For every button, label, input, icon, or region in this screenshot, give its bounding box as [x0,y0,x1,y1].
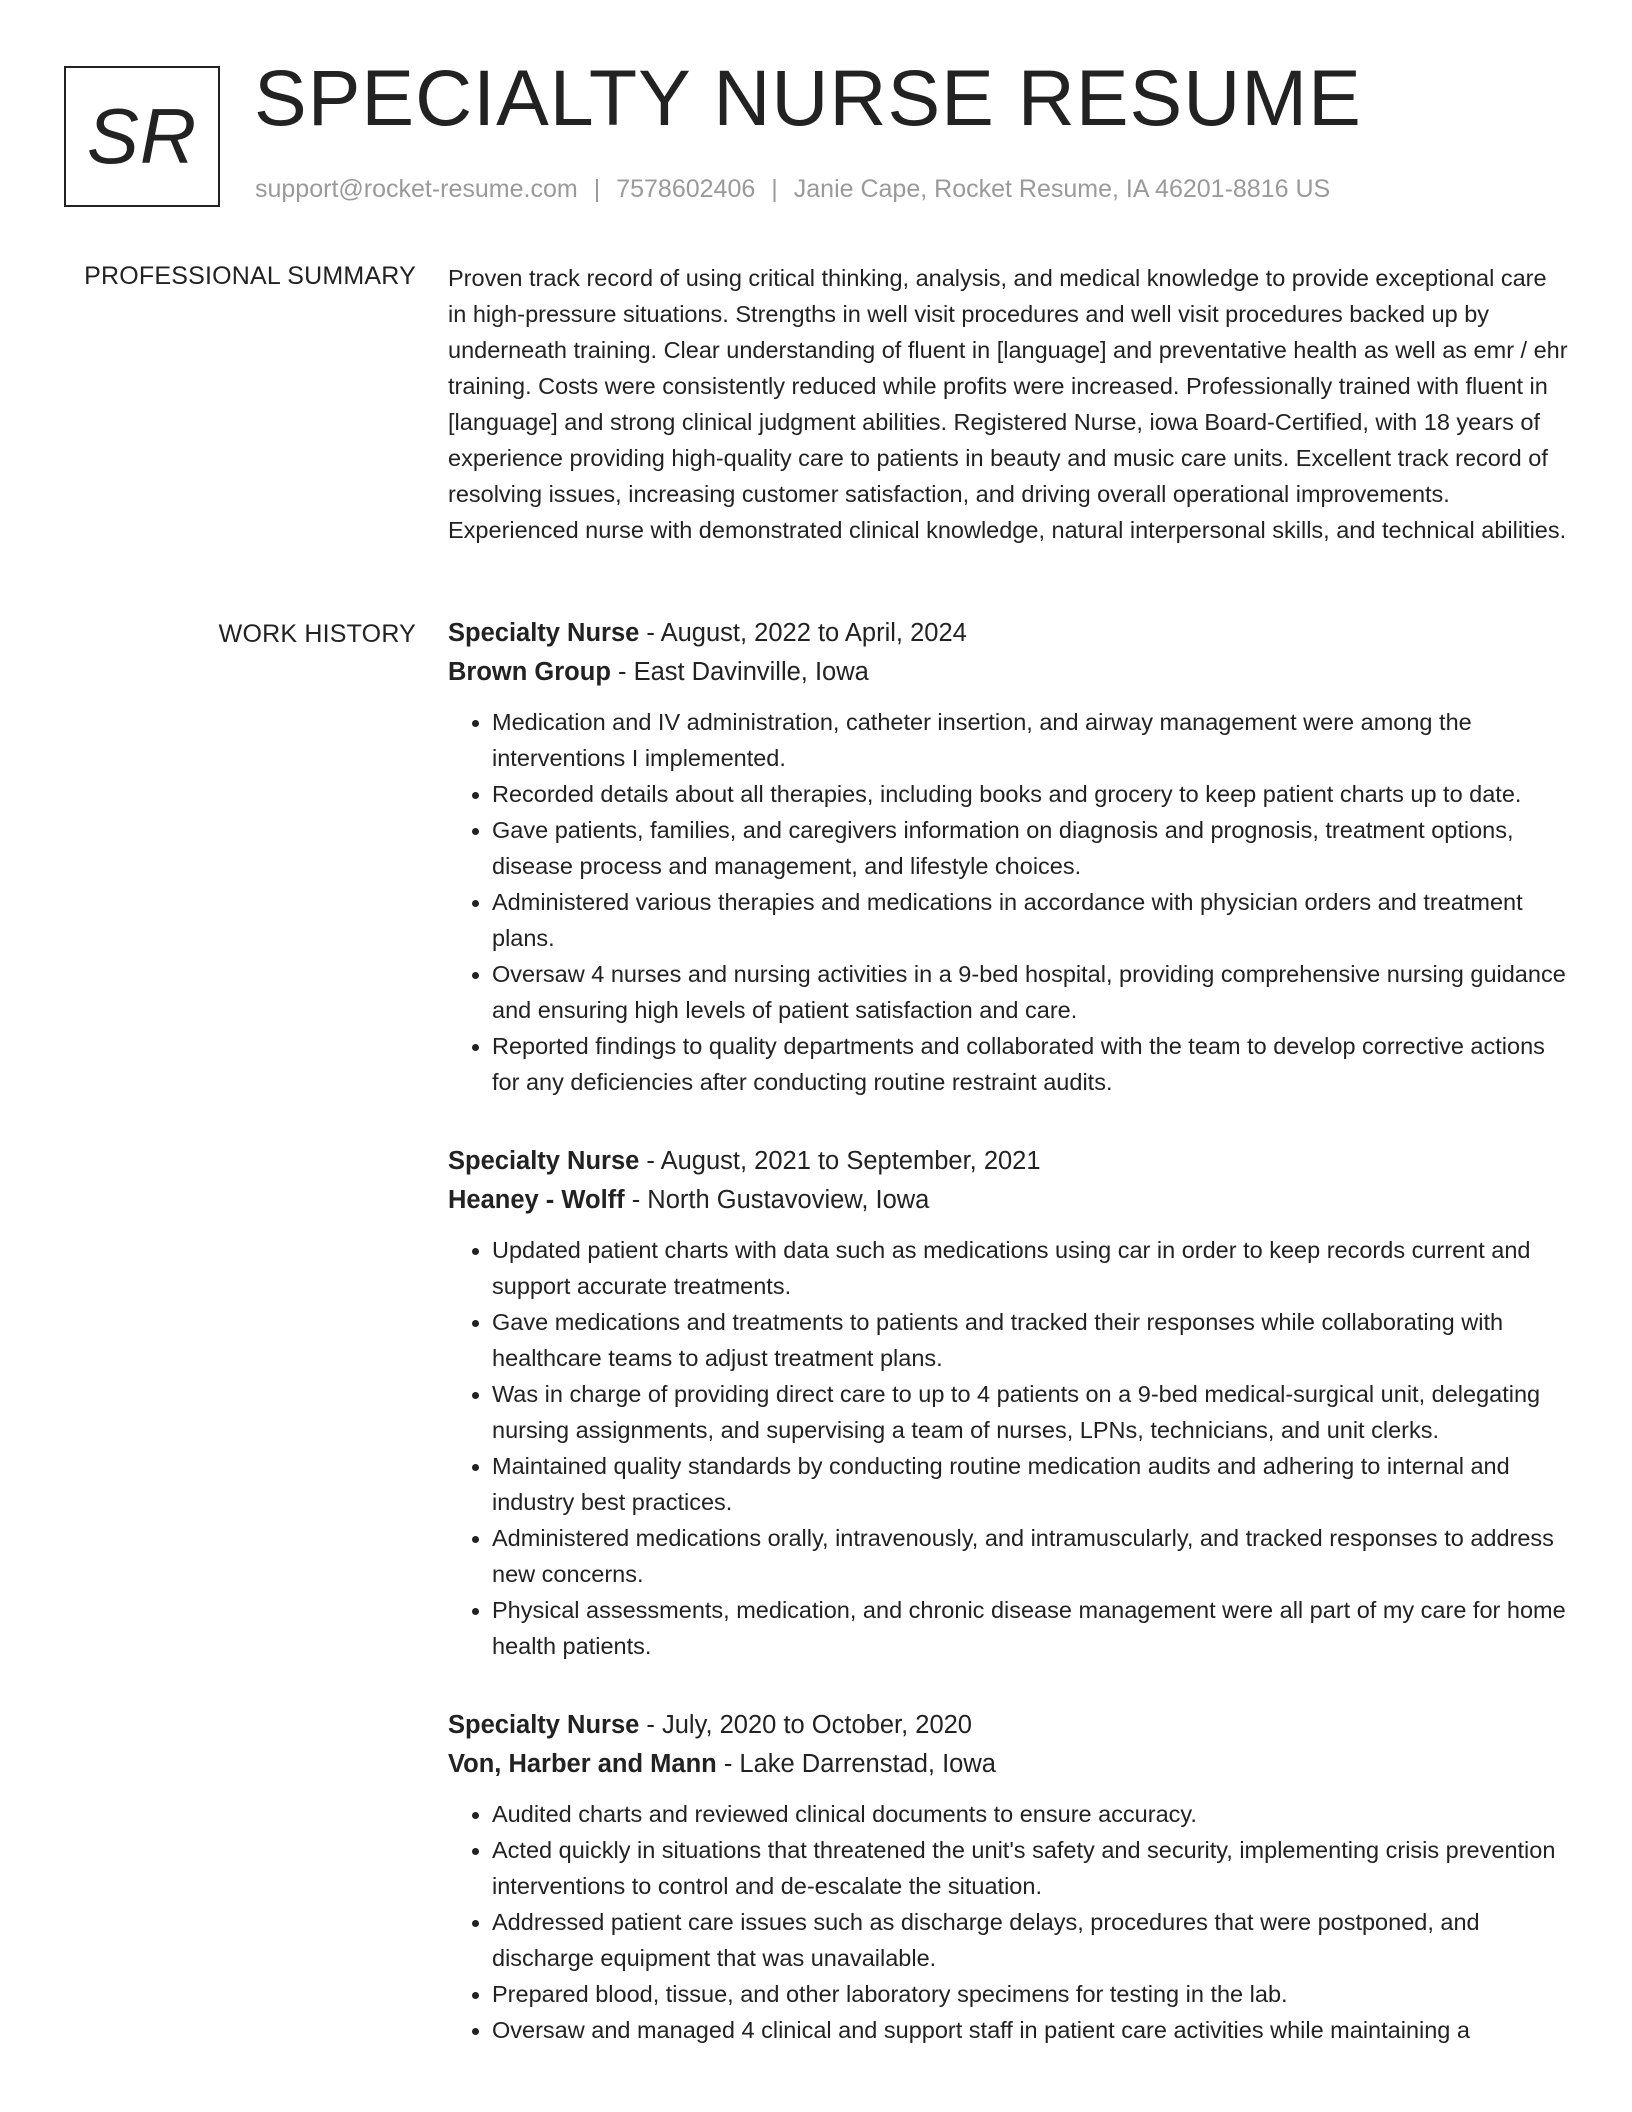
job-title: Specialty Nurse [448,619,640,647]
job-bullets [448,1796,1568,2048]
job-employer-line [448,1745,1568,1784]
job-bullet-item: • Administered medications orally, intravenously, and intramuscularly, and tracked responses to address new concerns. [492,1520,1568,1592]
job-bullet-item: • Was in charge of providing direct care to up to 4 patients on a 9-bed medical-surgical unit, delegating nursing assignments, and supervising a team of nurses, LPNs, technicians, and unit clerks. [492,1376,1568,1448]
contact-address: Janie Cape, Rocket Resume, IA 46201-8816 US [793,175,1331,203]
job-bullet-item: • Reported findings to quality departments and collaborated with the team to develop corrective actions for any deficiencies after conducting routine restraint audits. [492,1028,1568,1100]
job-entry [448,1706,1568,2048]
job-bullet-item: • Oversaw 4 nurses and nursing activities in a 9-bed hospital, providing comprehensive nursing guidance and ensuring high levels of patient satisfaction and care. [492,956,1568,1028]
job-bullet-item: • Oversaw and managed 4 clinical and support staff in patient care activities while maintaining a [492,2012,1568,2048]
resume-title: SPECIALTY NURSE RESUME [254,53,1362,142]
job-bullet-item: • Gave medications and treatments to patients and tracked their responses while collaborating with healthcare teams to adjust treatment plans. [492,1304,1568,1376]
contact-separator: | [771,175,778,203]
job-location: - East Davinville, Iowa [610,658,869,686]
job-employer: Brown Group [448,658,611,686]
job-title-line [448,614,1568,653]
contact-email: support@rocket-resume.com [255,175,578,203]
job-bullet-item: • Prepared blood, tissue, and other laboratory specimens for testing in the lab. [492,1976,1568,2012]
job-bullet-item: • Gave patients, families, and caregivers information on diagnosis and prognosis, treatment options, disease process and management, and lifestyle choices. [492,812,1568,884]
contact-separator: | [593,175,601,203]
contact-phone: 7578602406 [616,175,756,203]
work-history-heading: WORK HISTORY [218,620,416,648]
monogram-text: SR [86,92,198,180]
job-bullet-item: • Administered various therapies and medications in accordance with physician orders and treatment plans. [492,884,1568,956]
job-bullets [448,1232,1568,1664]
job-employer-line [448,653,1568,692]
job-title: Specialty Nurse [448,1147,640,1175]
summary-heading: PROFESSIONAL SUMMARY [84,262,416,290]
job-entry [448,614,1568,1100]
job-bullet-item: • Audited charts and reviewed clinical documents to ensure accuracy. [492,1796,1568,1832]
job-employer-line [448,1181,1568,1220]
job-employer: Heaney - Wolff [448,1186,625,1214]
job-title-line [448,1706,1568,1745]
job-dates: - August, 2022 to April, 2024 [639,619,967,647]
job-bullet-item: • Medication and IV administration, catheter insertion, and airway management were among the interventions I implemented. [492,704,1568,776]
job-bullet-item: • Acted quickly in situations that threatened the unit's safety and security, implementing crisis prevention interventions to control and de-escalate the situation. [492,1832,1568,1904]
job-bullet-item: • Updated patient charts with data such as medications using car in order to keep records current and support accurate treatments. [492,1232,1568,1304]
job-entry [448,1142,1568,1664]
job-title-line [448,1142,1568,1181]
job-location: - North Gustavoview, Iowa [624,1186,930,1214]
job-bullets [448,704,1568,1100]
job-employer: Von, Harber and Mann [448,1750,717,1778]
job-dates: - August, 2021 to September, 2021 [639,1147,1041,1175]
contact-line [255,175,1330,204]
job-bullet-item: • Physical assessments, medication, and chronic disease management were all part of my care for home health patients. [492,1592,1568,1664]
job-bullet-item: • Addressed patient care issues such as discharge delays, procedures that were postponed, and discharge equipment that was unavailable. [492,1904,1568,1976]
job-title: Specialty Nurse [448,1711,640,1739]
work-history-list [448,614,1568,2090]
job-dates: - July, 2020 to October, 2020 [639,1711,972,1739]
job-location: - Lake Darrenstad, Iowa [716,1750,996,1778]
summary-text: Proven track record of using critical thinking, analysis, and medical knowledge to provide exceptional care in high-pressure situations. Strengths in well visit procedures and well visit procedures backed up by underneath training. Clear understanding of fluent in [language] and preventative health as well as emr / ehr training. Costs were consistently reduced while profits were increased. Professionally trained with fluent in [language] and strong clinical judgment abilities. Registered Nurse, iowa Board-Certified, with 18 years of experience providing high-quality care to patients in beauty and music care units. Excellent track record of resolving issues, increasing customer satisfaction, and driving overall operational improvements. Experienced nurse with demonstrated clinical knowledge, natural interpersonal skills, and technical abilities. [448,265,1568,543]
monogram-logo [64,66,220,207]
job-bullet-item: • Recorded details about all therapies, including books and grocery to keep patient charts up to date. [492,776,1568,812]
job-bullet-item: • Maintained quality standards by conducting routine medication audits and adhering to internal and industry best practices. [492,1448,1568,1520]
